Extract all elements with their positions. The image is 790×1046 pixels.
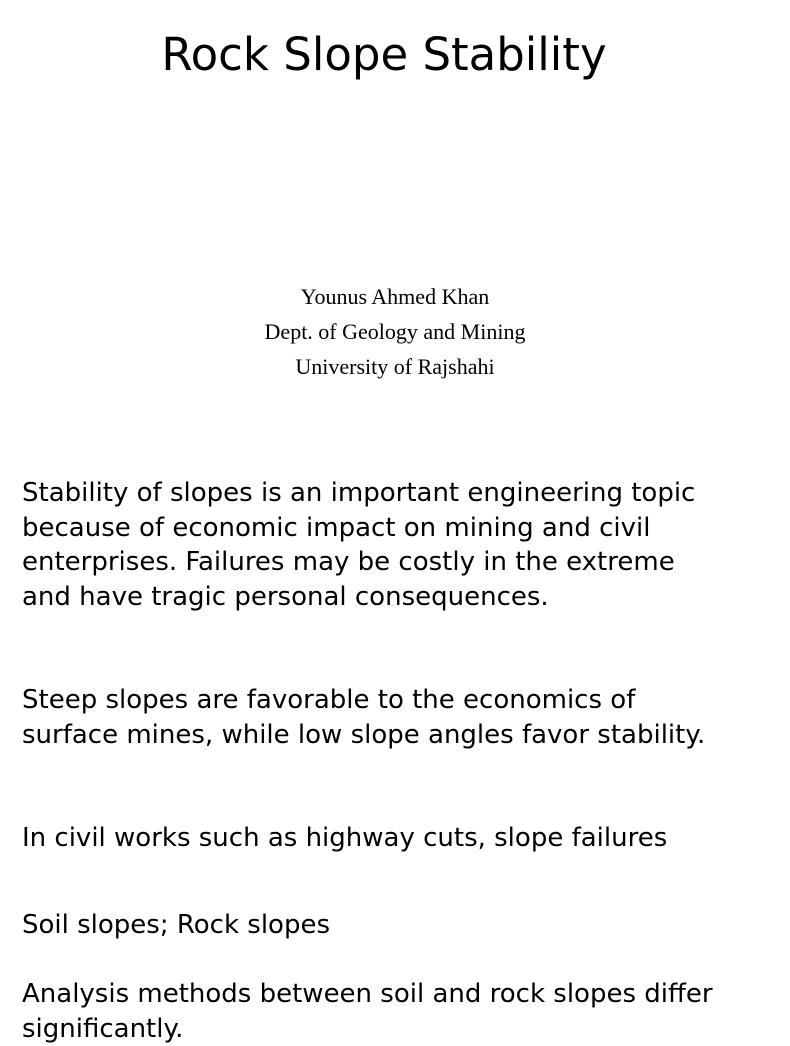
paragraph-analysis-methods: Analysis methods between soil and rock slopes differ significantly. [22, 979, 713, 1044]
author-name: Younus Ahmed Khan [300, 284, 490, 309]
page-title: Rock Slope Stability [161, 28, 607, 81]
author-department: Dept. of Geology and Mining [264, 319, 526, 344]
paragraph-slope-types: Soil slopes; Rock slopes [22, 910, 331, 940]
paragraph-slope-stability-importance: Stability of slopes is an important engineering topic because of economic impact on mining and civil enterprises. Failures may be costly in the extreme and have tragic personal consequences. [22, 478, 696, 612]
author-university: University of Rajshahi [295, 354, 495, 379]
author-block [0, 279, 790, 384]
paragraph-steep-slopes: Steep slopes are favorable to the economics of surface mines, while low slope angles favor stability. [22, 685, 706, 750]
paragraph-civil-works: In civil works such as highway cuts, slope failures [22, 823, 668, 853]
